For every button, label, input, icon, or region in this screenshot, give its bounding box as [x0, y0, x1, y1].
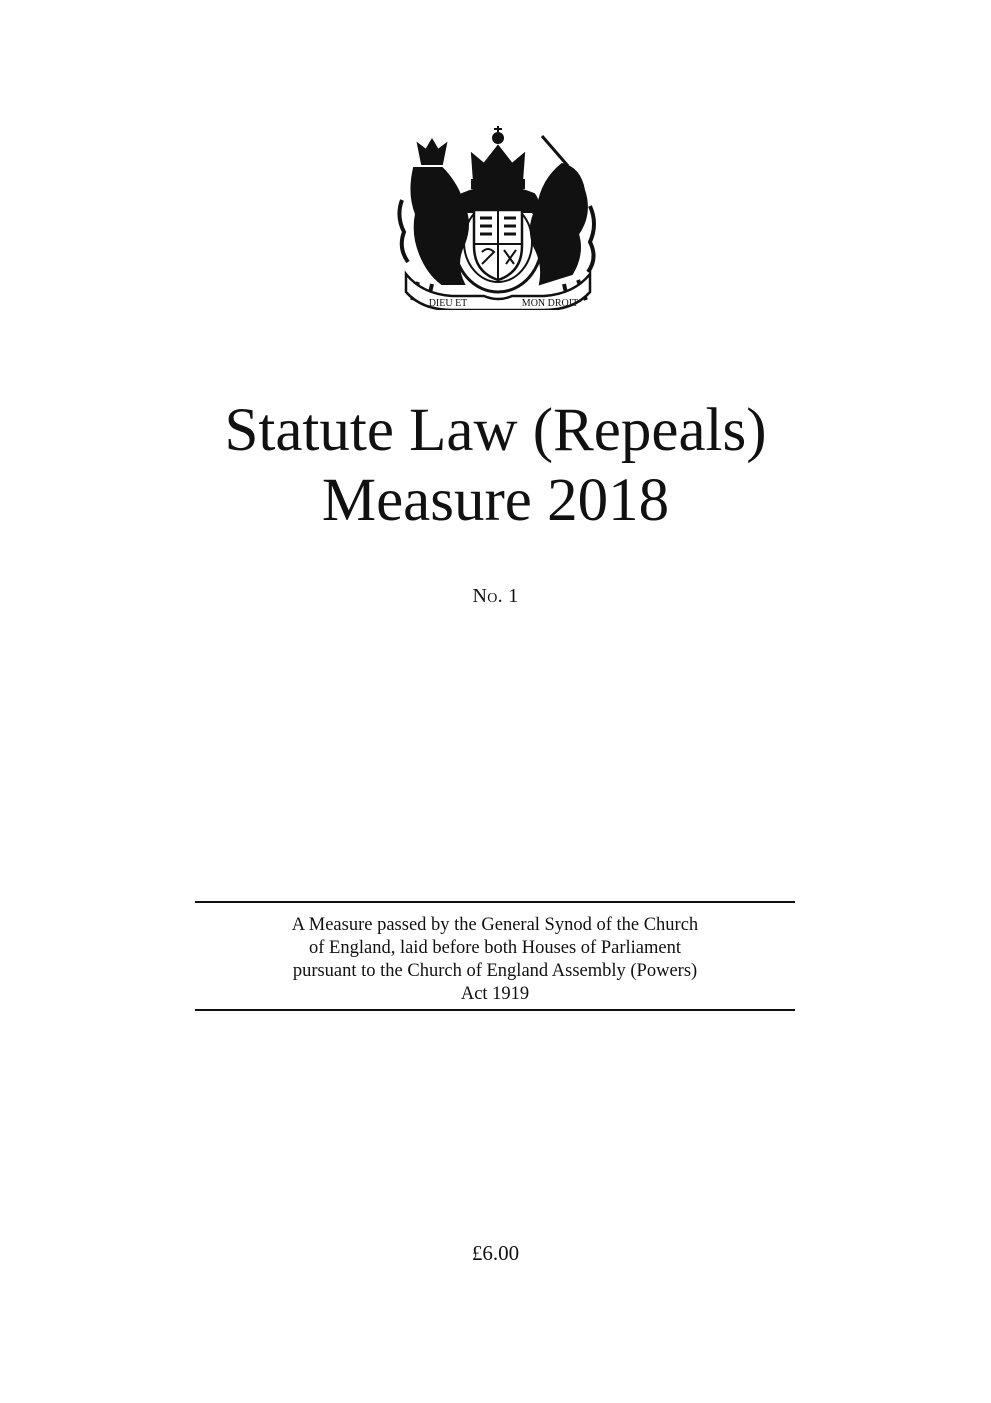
- motto-left-text: DIEU ET: [428, 298, 468, 309]
- title-line-1: Statute Law (Repeals): [224, 397, 767, 464]
- description-line-2: of England, laid before both Houses of Parliament: [309, 938, 681, 958]
- measure-number: [0, 585, 991, 608]
- description-line-3: pursuant to the Church of England Assembly (Powers): [292, 961, 698, 981]
- description-line-1: A Measure passed by the General Synod of the Church: [291, 915, 699, 935]
- title-line-2: Measure 2018: [321, 467, 670, 534]
- motto-right-text: MON DROIT: [521, 298, 579, 309]
- measure-description: [195, 914, 795, 1006]
- royal-coat-of-arms: [392, 124, 604, 310]
- document-title: [0, 396, 991, 536]
- measure-number-prefix: No.: [472, 585, 503, 607]
- price: £6.00: [471, 1241, 520, 1265]
- divider-bottom: [195, 1009, 795, 1011]
- measure-number-value: 1: [508, 585, 519, 607]
- divider-top: [195, 901, 795, 903]
- description-line-4: Act 1919: [460, 984, 530, 1004]
